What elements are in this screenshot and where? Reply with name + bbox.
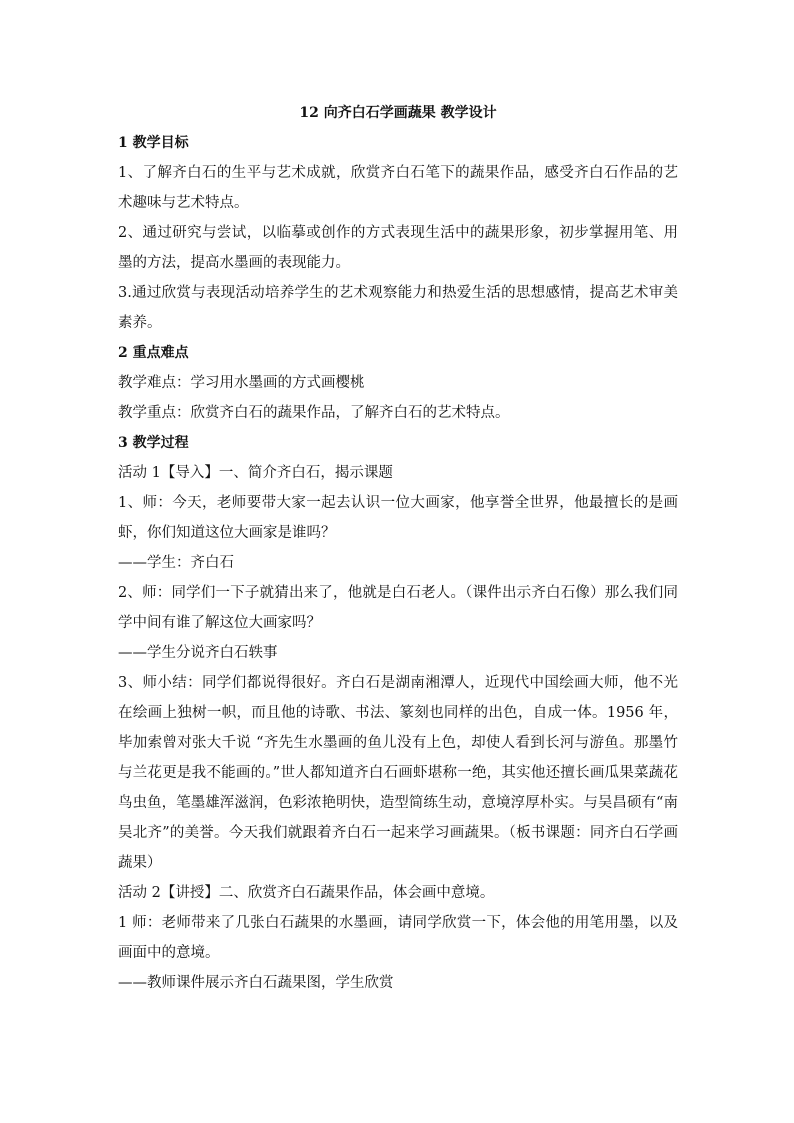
paragraph: 3、师小结：同学们都说得很好。齐白石是湖南湘潭人，近现代中国绘画大师，他不光在绘画上独树一帜，而且他的诗歌、书法、篆刻也同样的出色，自成一体。1956 年，毕加索曾对张大千说 “齐先生水墨画的鱼儿没有上色，却使人看到长河与游鱼。那墨竹与兰花更是我不能画的。”世人都知道齐白石画虾堪称一绝，其实他还擅长画瓜果菜蔬花鸟虫鱼，笔墨雄浑滋润，色彩浓艳明快，造型简练生动，意境淳厚朴实。与吴昌硕有“南吴北齐”的美誉。今天我们就跟着齐白石一起来学习画蔬果。（板书课题：同齐白石学画蔬果） [118, 675, 678, 871]
paragraph: ——学生分说齐白石轶事 [118, 645, 278, 661]
paragraph: 1、师：今天，老师要带大家一起去认识一位大画家，他享誉全世界，他最擅长的是画虾，你们知道这位大画家是谁吗？ [118, 495, 678, 541]
paragraph: 教学重点：欣赏齐白石的蔬果作品，了解齐白石的艺术特点。 [118, 405, 510, 421]
paragraph: 活动 1【导入】一、简介齐白石，揭示课题 [118, 465, 393, 481]
paragraph: 2、通过研究与尝试，以临摹或创作的方式表现生活中的蔬果形象，初步掌握用笔、用墨的方法，提高水墨画的表现能力。 [118, 225, 678, 271]
paragraph: ——学生：齐白石 [118, 555, 234, 571]
section-heading: 3 教学过程 [118, 435, 189, 451]
section-heading: 2 重点难点 [118, 345, 189, 361]
paragraph: 活动 2【讲授】二、欣赏齐白石蔬果作品，体会画中意境。 [118, 885, 495, 901]
paragraph: 教学难点：学习用水墨画的方式画樱桃 [118, 375, 365, 391]
paragraph: 1、了解齐白石的生平与艺术成就，欣赏齐白石笔下的蔬果作品，感受齐白石作品的艺术趣味与艺术特点。 [118, 165, 678, 211]
paragraph: 1 师：老师带来了几张白石蔬果的水墨画，请同学欣赏一下，体会他的用笔用墨，以及画面中的意境。 [118, 915, 678, 961]
paragraph: 2、师：同学们一下子就猜出来了，他就是白石老人。（课件出示齐白石像）那么我们同学中间有谁了解这位大画家吗？ [118, 585, 678, 631]
document-page [118, 98, 678, 998]
section-heading: 1 教学目标 [118, 135, 189, 151]
paragraph: ——教师课件展示齐白石蔬果图，学生欣赏 [118, 975, 394, 991]
paragraph: 3.通过欣赏与表现活动培养学生的艺术观察能力和热爱生活的思想感情，提高艺术审美素养。 [118, 285, 678, 331]
document-body [118, 128, 678, 998]
document-title: 12 向齐白石学画蔬果 教学设计 [299, 105, 497, 121]
